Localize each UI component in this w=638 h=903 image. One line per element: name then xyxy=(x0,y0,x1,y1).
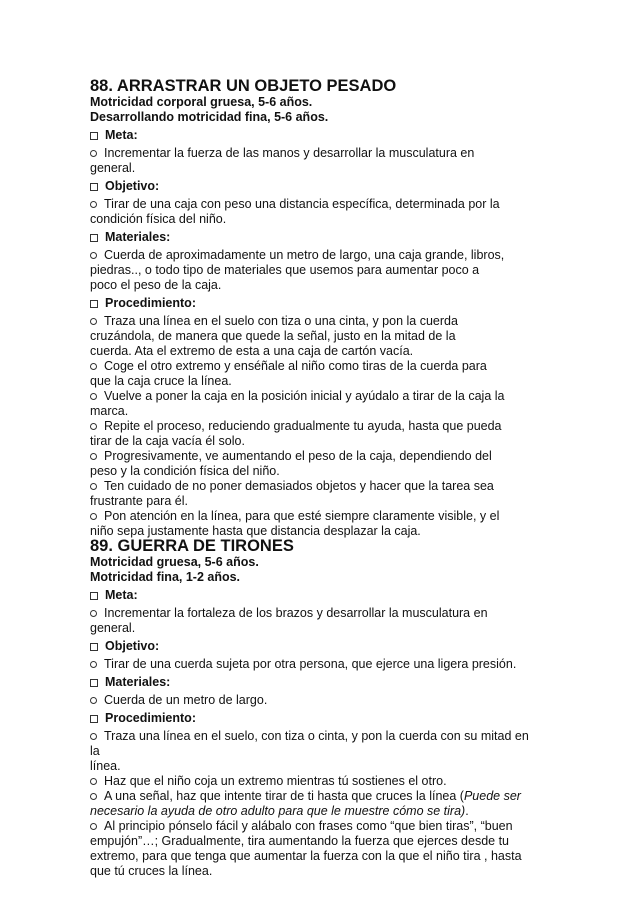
activity-89 xyxy=(90,537,530,879)
circle-bullet-icon xyxy=(90,393,97,400)
meta-text: Incrementar la fuerza de las manos y desarrollar la musculatura en general. xyxy=(90,146,475,175)
procedure-step xyxy=(90,449,530,479)
activity-88 xyxy=(90,77,530,539)
checkbox-bullet-icon xyxy=(90,234,98,242)
procedure-step xyxy=(90,789,530,819)
objetivo-heading xyxy=(90,179,530,194)
circle-bullet-icon xyxy=(90,661,97,668)
checkbox-bullet-icon xyxy=(90,715,98,723)
procedure-step xyxy=(90,774,530,789)
checkbox-bullet-icon xyxy=(90,132,98,140)
step-text: Progresivamente, ve aumentando el peso de la caja, dependiendo del peso y la condición física del niño. xyxy=(90,449,492,478)
meta-label: Meta: xyxy=(105,588,138,602)
circle-bullet-icon xyxy=(90,778,97,785)
meta-heading xyxy=(90,128,530,143)
circle-bullet-icon xyxy=(90,318,97,325)
objetivo-label: Objetivo: xyxy=(105,639,160,653)
procedure-step xyxy=(90,359,530,389)
materiales-item xyxy=(90,248,530,293)
procedure-step xyxy=(90,729,530,774)
objetivo-label: Objetivo: xyxy=(105,179,160,193)
checkbox-bullet-icon xyxy=(90,300,98,308)
circle-bullet-icon xyxy=(90,610,97,617)
circle-bullet-icon xyxy=(90,697,97,704)
circle-bullet-icon xyxy=(90,453,97,460)
activity-title: 89. GUERRA DE TIRONES xyxy=(90,537,294,555)
materiales-label: Materiales: xyxy=(105,675,171,689)
procedure-step xyxy=(90,479,530,509)
activity-subtitle: Motricidad gruesa, 5-6 años. xyxy=(90,555,259,569)
procedimiento-label: Procedimiento: xyxy=(105,296,196,310)
checkbox-bullet-icon xyxy=(90,183,98,191)
objetivo-heading xyxy=(90,639,530,654)
meta-label: Meta: xyxy=(105,128,138,142)
step-text: Vuelve a poner la caja en la posición inicial y ayúdalo a tirar de la caja la marca. xyxy=(90,389,505,418)
checkbox-bullet-icon xyxy=(90,643,98,651)
procedimiento-heading xyxy=(90,711,530,726)
circle-bullet-icon xyxy=(90,423,97,430)
circle-bullet-icon xyxy=(90,201,97,208)
materiales-item xyxy=(90,693,530,708)
meta-text: Incrementar la fortaleza de los brazos y desarrollar la musculatura en general. xyxy=(90,606,488,635)
circle-bullet-icon xyxy=(90,513,97,520)
objetivo-text: Tirar de una caja con peso una distancia específica, determinada por la condición física del niño. xyxy=(90,197,500,226)
circle-bullet-icon xyxy=(90,733,97,740)
procedimiento-label: Procedimiento: xyxy=(105,711,196,725)
meta-item xyxy=(90,146,530,176)
activity-subtitle: Desarrollando motricidad fina, 5-6 años. xyxy=(90,110,329,124)
materiales-heading xyxy=(90,230,530,245)
step-text: Traza una línea en el suelo, con tiza o cinta, y pon la cuerda con su mitad en la línea. xyxy=(90,729,529,773)
circle-bullet-icon xyxy=(90,823,97,830)
procedure-step xyxy=(90,419,530,449)
step-text: Haz que el niño coja un extremo mientras tú sostienes el otro. xyxy=(104,774,447,788)
step-text: Coge el otro extremo y enséñale al niño como tiras de la cuerda para que la caja cruce la línea. xyxy=(90,359,487,388)
objetivo-text: Tirar de una cuerda sujeta por otra persona, que ejerce una ligera presión. xyxy=(104,657,517,671)
step-text: Al principio pónselo fácil y alábalo con frases como “que bien tiras”, “buen empujón”…; Gradualmente, tira aumentando la fuerza que ejerces desde tu extremo, para que tenga que aumentar la fuerza con la que el niño tira , hasta que tú cruces la línea. xyxy=(90,819,522,878)
step-text: Repite el proceso, reduciendo gradualmente tu ayuda, hasta que pueda tirar de la caja vacía él solo. xyxy=(90,419,502,448)
meta-heading xyxy=(90,588,530,603)
procedure-step xyxy=(90,314,530,359)
activity-subtitle: Motricidad corporal gruesa, 5-6 años. xyxy=(90,95,313,109)
step-text-end: . xyxy=(465,804,469,818)
circle-bullet-icon xyxy=(90,483,97,490)
circle-bullet-icon xyxy=(90,150,97,157)
activity-subtitle: Motricidad fina, 1-2 años. xyxy=(90,570,241,584)
objetivo-item xyxy=(90,197,530,227)
circle-bullet-icon xyxy=(90,363,97,370)
materiales-label: Materiales: xyxy=(105,230,171,244)
step-text: Ten cuidado de no poner demasiados objetos y hacer que la tarea sea frustrante para él. xyxy=(90,479,494,508)
checkbox-bullet-icon xyxy=(90,592,98,600)
meta-item xyxy=(90,606,530,636)
step-text: Pon atención en la línea, para que esté siempre claramente visible, y el niño sepa justamente hasta que distancia desplazar la caja. xyxy=(90,509,500,538)
materiales-heading xyxy=(90,675,530,690)
procedure-step xyxy=(90,389,530,419)
step-text: Traza una línea en el suelo con tiza o una cinta, y pon la cuerda cruzándola, de manera que quede la señal, justo en la mitad de la cuerda. Ata el extremo de esta a una caja de cartón vacía. xyxy=(90,314,458,358)
materiales-text: Cuerda de aproximadamente un metro de largo, una caja grande, libros, piedras.., o todo tipo de materiales que usemos para aumentar poco a poco el peso de la caja. xyxy=(90,248,505,292)
checkbox-bullet-icon xyxy=(90,679,98,687)
activity-title: 88. ARRASTRAR UN OBJETO PESADO xyxy=(90,77,397,95)
circle-bullet-icon xyxy=(90,252,97,259)
step-text: A una señal, haz que intente tirar de ti hasta que cruces la línea ( xyxy=(104,789,464,803)
procedure-step xyxy=(90,509,530,539)
procedimiento-heading xyxy=(90,296,530,311)
materiales-text: Cuerda de un metro de largo. xyxy=(104,693,268,707)
circle-bullet-icon xyxy=(90,793,97,800)
step-note-italic: Puede ser necesario la ayuda de otro adulto para que le muestre cómo se tira) xyxy=(90,789,521,818)
objetivo-item xyxy=(90,657,530,672)
procedure-step xyxy=(90,819,530,879)
